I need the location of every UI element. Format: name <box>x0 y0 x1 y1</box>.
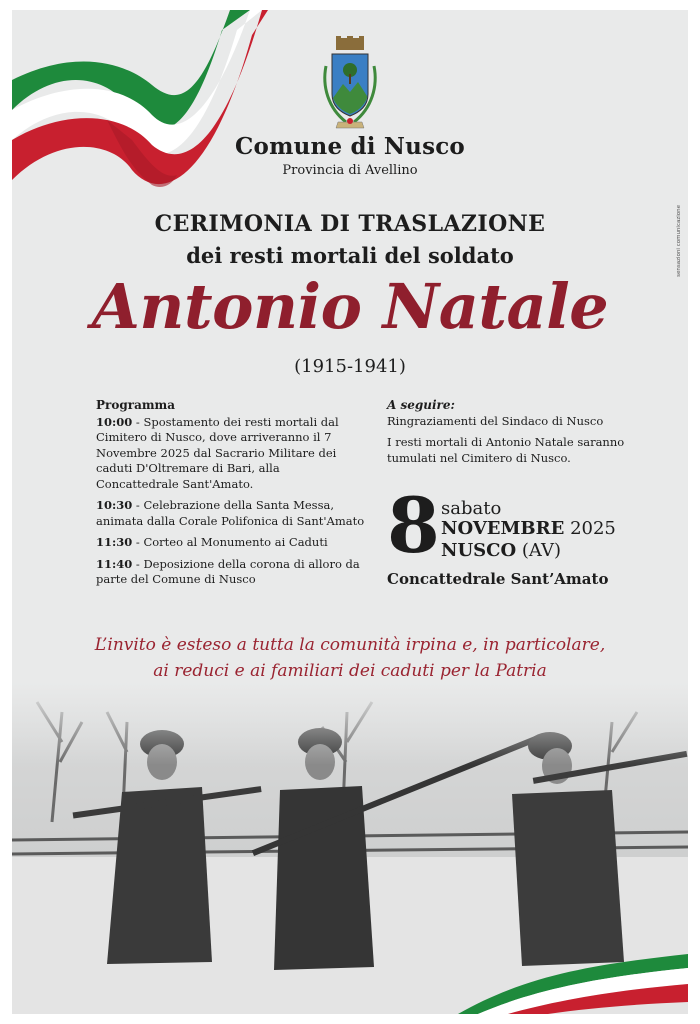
programme-item <box>96 557 366 588</box>
ceremony-subtitle: dei resti mortali del soldato <box>186 243 514 268</box>
programme-text: - Corteo al Monumento ai Caduti <box>132 535 328 549</box>
programme-time: 10:00 <box>96 414 133 429</box>
date-weekday: sabato <box>441 498 502 519</box>
designer-credit: sensazioni comunicazione <box>676 205 682 277</box>
date-province: (AV) <box>521 540 562 561</box>
programme-section <box>96 398 366 594</box>
italian-flag-ribbon-top <box>12 10 272 210</box>
invitation-line-2: ai reduci e ai familiari dei caduti per la Patria <box>153 661 547 681</box>
soldier-years: (1915-1941) <box>294 356 406 377</box>
following-line-thanks: Ringraziamenti del Sindaco di Nusco <box>387 413 604 428</box>
programme-time: 11:40 <box>96 556 133 571</box>
programme-title: Programma <box>96 398 176 412</box>
municipality-name: Comune di Nusco <box>235 133 465 160</box>
ceremony-title: CERIMONIA DI TRASLAZIONE <box>154 211 546 237</box>
italian-flag-ribbon-bottom <box>458 944 688 1014</box>
programme-item <box>96 415 366 493</box>
programme-text: - Deposizione della corona di alloro da parte del Comune di Nusco <box>96 556 360 586</box>
nusco-crest-icon <box>318 36 382 132</box>
date-month: NOVEMBRE <box>441 518 565 539</box>
following-title: A seguire: <box>387 398 455 412</box>
province-name: Provincia di Avellino <box>282 163 418 178</box>
soldier-name: Antonio Natale <box>91 270 609 343</box>
invitation-text <box>0 632 700 684</box>
programme-text: - Spostamento dei resti mortali dal Cimitero di Nusco, dove arriveranno il 7 Novembre 2025 dal Sacrario Militare dei caduti D'Oltremare di Bari, alla Concattedrale Sant'Amato. <box>96 414 339 491</box>
venue-name: Concattedrale Sant’Amato <box>387 570 609 588</box>
date-year: 2025 <box>570 518 616 539</box>
programme-item <box>96 535 366 551</box>
date-town <box>441 540 561 561</box>
programme-text: - Celebrazione della Santa Messa, animata dalla Corale Polifonica di Sant'Amato <box>96 498 365 528</box>
invitation-line-1: L’invito è esteso a tutta la comunità irpina e, in particolare, <box>94 635 606 655</box>
following-line-burial: I resti mortali di Antonio Natale saranno tumulati nel Cimitero di Nusco. <box>387 435 625 465</box>
programme-time: 10:30 <box>96 498 133 512</box>
following-section <box>387 398 627 472</box>
date-day-number: 8 <box>387 481 440 570</box>
date-month-year <box>441 518 616 539</box>
programme-item <box>96 498 366 529</box>
programme-time: 11:30 <box>96 535 133 549</box>
date-town-name: NUSCO <box>441 540 517 561</box>
